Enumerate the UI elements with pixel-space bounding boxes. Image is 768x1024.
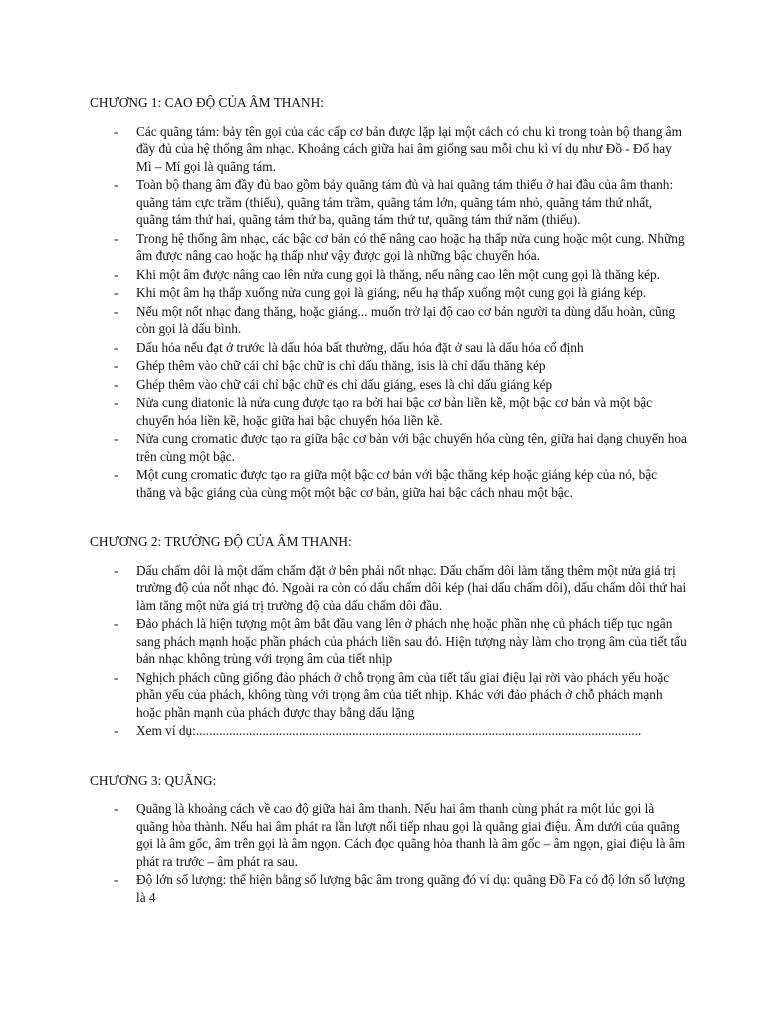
chapter-title: CHƯƠNG 3: QUÃNG: — [90, 772, 217, 788]
list-item — [90, 284, 688, 302]
list-item — [90, 176, 688, 229]
list-item-text: Đảo phách là hiện tượng một âm bắt đầu vang lên ở phách nhẹ hoặc phần nhẹ củ phách tiếp tục ngân sang phách mạnh hoặc phần phách của phách liền sau đó. Hiện tượng này làm cho trọng âm của tiết tấu bản nhạc không trùng với trọng âm của tiết nhịp — [136, 616, 687, 666]
list-item-text: Toàn bộ thang âm đầy đủ bao gồm bảy quãng tám đủ và hai quãng tám thiếu ở hai đầu của âm thanh: quãng tám cực trầm (thiếu), quãng tám trầm, quãng tám lớn, quãng tám nhỏ, quãng tám thứ nhất, quãng tám thứ hai, quãng tám thứ ba, quãng tám thứ tư, quãng tám thứ năm (thiếu). — [136, 177, 674, 227]
list-item — [90, 357, 688, 375]
bullet-dash: - — [114, 467, 119, 482]
bullet-dash: - — [114, 431, 119, 446]
list-item — [90, 230, 688, 265]
bullet-dash: - — [114, 395, 119, 410]
bullet-dash: - — [114, 303, 119, 319]
list-item-text: Nghịch phách cũng giống đảo phách ở chỗ trọng âm của tiết tấu giai điệu lại rời vào phách yếu hoặc phần yếu của phách, không tùng với trọng âm của tiết nhịp. Khác với đảo phách ở chỗ phách mạnh hoặc phần mạnh của phách được thay bằng dấu lặng — [136, 669, 670, 720]
list-item-text: Một cung cromatic được tạo ra giữa một bậc cơ bản với bậc thăng kép hoặc giáng kép của nó, bậc thăng và bậc giáng của cùng một một bậc cơ bản, giữa hai bậc cách nhau một bậc. — [136, 467, 658, 500]
bullet-dash: - — [114, 723, 119, 738]
list-item-text: Xem ví dụ:...................................................................................................................................... — [136, 723, 642, 738]
bullet-dash: - — [114, 339, 119, 355]
list-item-text: Ghép thêm vào chữ cái chỉ bậc chữ es chỉ dấu giáng, eses là chỉ dấu giáng kép — [136, 376, 553, 392]
list-item-text: Các quãng tám: bảy tên gọi của các cấp cơ bản được lặp lại một cách có chu kì trong toàn bộ thang âm đầy đủ của hệ thống âm nhạc. Khoảng cách giữa hai âm giống sau mỗi chu kì ví dụ như Đồ - Đố hay Mì – Mí gọi là quãng tám. — [136, 123, 682, 174]
bullet-dash: - — [114, 285, 119, 300]
list-item — [90, 562, 688, 615]
bullet-dash: - — [114, 123, 119, 139]
chapter-3 — [90, 772, 688, 907]
bullet-dash: - — [114, 562, 119, 578]
list-item-text: Dấu chấm dôi là một dấm chấm đặt ở bên phải nốt nhạc. Dấu chấm dôi làm tăng thêm một nửa giá trị trường độ của nốt nhạc đó. Ngoài ra còn có dấu chấm dôi kép (hai dấu chấm dôi), dấu chấm dôi thứ hai làm tăng một nửa giá trị trường độ của dấu chấm dôi đầu. — [136, 562, 687, 613]
list-item-text: Nếu một nốt nhạc đang thăng, hoặc giáng... muốn trở lại độ cao cơ bản người ta dùng dấu hoàn, cũng còn gọi là dấu bình. — [136, 303, 675, 336]
bullet-dash: - — [114, 266, 119, 282]
list-item — [90, 430, 688, 465]
list-item-text: Quãng là khoảng cách về cao độ giữa hai âm thanh. Nếu hai âm thanh cùng phát ra một lúc gọi là quãng hòa thành. Nếu hai âm phát ra lần lượt nối tiếp nhau gọi là quãng giai điệu. Âm dưới của quãng gọi là âm gốc, âm trên gọi là âm ngọn. Cách đọc quãng hòa thanh là âm gốc – âm ngọn, giai điệu là âm phát ra trước – âm phát ra sau. — [136, 801, 686, 869]
list-item — [90, 722, 688, 740]
chapter-1 — [90, 94, 688, 501]
list-item — [90, 800, 688, 870]
list-item — [90, 123, 688, 176]
list-item-text: Ghép thêm vào chữ cái chỉ bậc chữ is chỉ dấu thăng, isis là chỉ dấu thăng kép — [136, 358, 546, 373]
list-item-text: Khi một âm được nâng cao lên nửa cung gọi là thăng, nếu nâng cao lên một cung gọi là thăng kép. — [136, 266, 660, 282]
list-item — [90, 871, 688, 906]
list-item — [90, 615, 688, 668]
bullet-list — [90, 562, 688, 740]
bullet-dash: - — [114, 801, 119, 816]
bullet-dash: - — [114, 616, 119, 631]
list-item — [90, 669, 688, 722]
bullet-list — [90, 800, 688, 906]
chapter-title: CHƯƠNG 2: TRƯỜNG ĐỘ CỦA ÂM THANH: — [90, 534, 352, 549]
chapter-2 — [90, 533, 688, 740]
bullet-dash: - — [114, 230, 119, 246]
list-item — [90, 303, 688, 338]
list-item — [90, 466, 688, 501]
bullet-dash: - — [114, 358, 119, 373]
list-item-text: Khi một âm hạ thấp xuống nửa cung gọi là giáng, nếu hạ thấp xuống một cung gọi là giáng kép. — [136, 285, 647, 300]
bullet-dash: - — [114, 177, 119, 192]
bullet-dash: - — [114, 669, 119, 685]
list-item — [90, 339, 688, 357]
bullet-dash: - — [114, 872, 119, 887]
bullet-dash: - — [114, 376, 119, 392]
list-item-text: Dấu hóa nếu đạt ở trước là dấu hóa bất thường, dấu hóa đặt ở sau là dấu hóa cố định — [136, 339, 584, 355]
list-item-text: Nửa cung cromatic được tạo ra giữa bậc cơ bản với bậc chuyển hóa cùng tên, giữa hai dạng chuyển hoa trên cùng một bậc. — [136, 431, 687, 464]
bullet-list — [90, 123, 688, 502]
list-item — [90, 376, 688, 394]
list-item — [90, 394, 688, 429]
list-item-text: Độ lớn số lượng: thể hiện bằng số lượng bậc âm trong quãng đó ví dụ: quãng Đồ Fa có độ lớn số lượng là 4 — [136, 872, 686, 905]
list-item-text: Trong hệ thống âm nhạc, các bậc cơ bản có thể nâng cao hoặc hạ thấp nửa cung hoặc một cung. Những âm được nâng cao hoặc hạ thấp như vậy được gọi là những bậc chuyển hóa. — [136, 230, 685, 263]
list-item — [90, 266, 688, 284]
chapter-title: CHƯƠNG 1: CAO ĐỘ CỦA ÂM THANH: — [90, 95, 324, 110]
list-item-text: Nửa cung diatonic là nửa cung được tạo ra bởi hai bậc cơ bản liền kề, một bậc cơ bản và một bậc chuyển hóa liền kề, hoặc giữa hai bậc chuyển hóa liền kề. — [136, 395, 653, 428]
